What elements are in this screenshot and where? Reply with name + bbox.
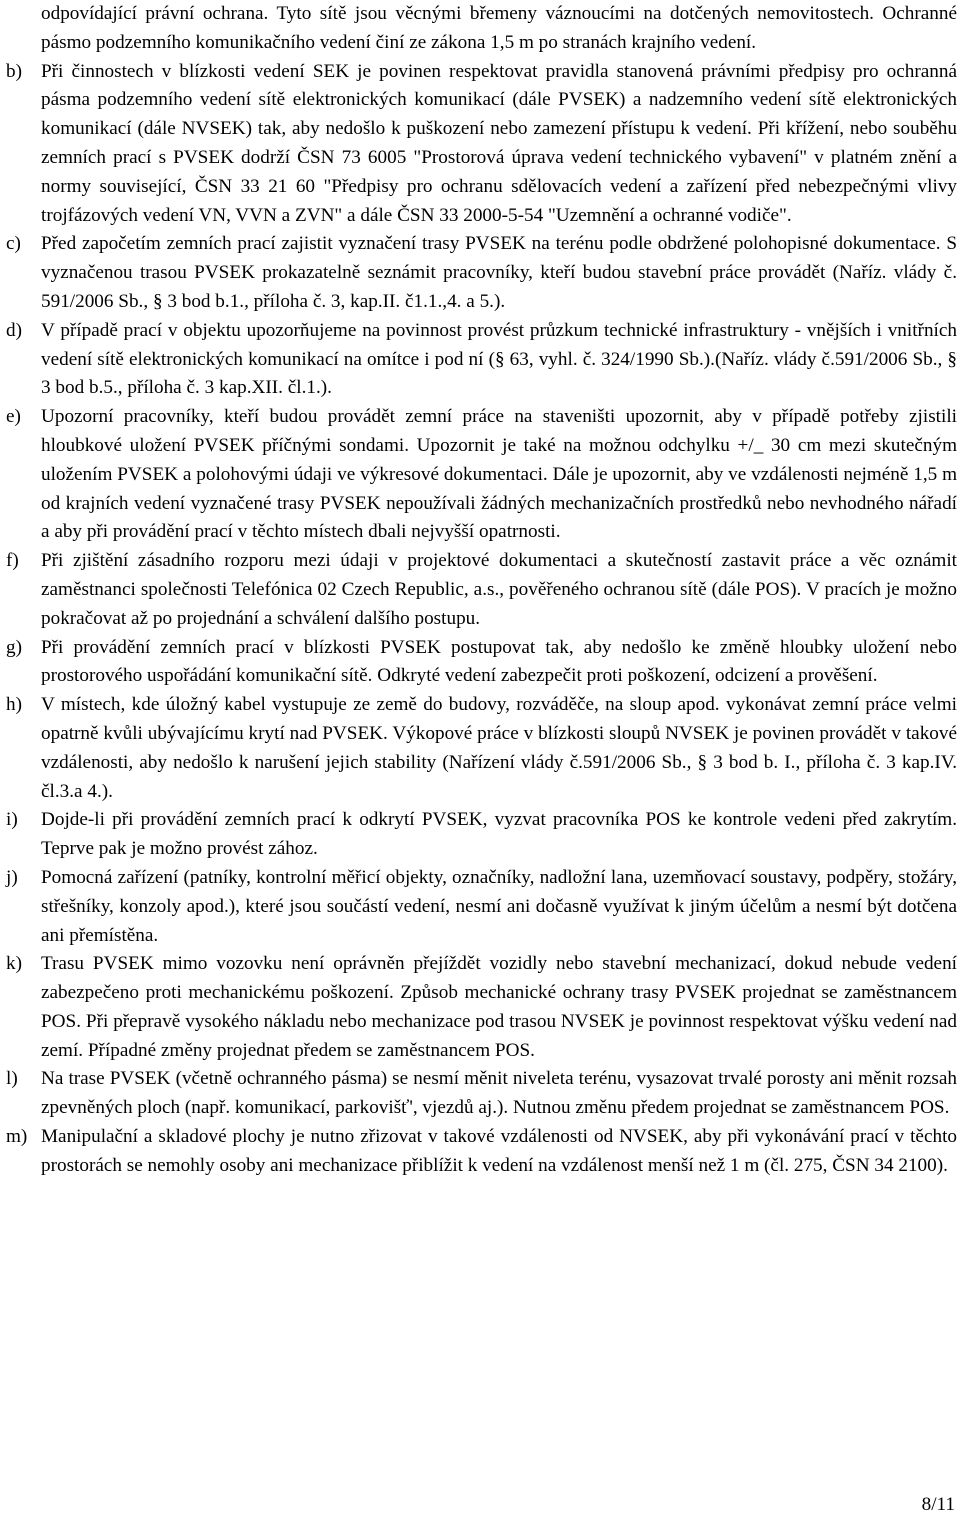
list-item-text: Při činnostech v blízkosti vedení SEK je povinen respektovat pravidla stanovená právními předpisy pro ochranná pásma podzemního vedení sítě elektronických komunikací (dále PVSEK) a nadzemního vedení sítě elektronických komunikací (dále NVSEK) tak, aby nedošlo k puškození nebo zamezení přístupu k vedení. Při křížení, nebo souběhu zemních prací s PVSEK dodrží ČSN 73 6005 "Prostorová úprava vedení technického vybavení" v platném znění a normy související, ČSN 33 21 60 "Předpisy pro ochranu sdělovacích vedení a zařízení před nebezpečnými vlivy trojfázových vedení VN, VVN a ZVN" a dále ČSN 33 2000-5-54 "Uzemnění a ochranné vodiče". [41,60,957,226]
list-item-text: Při zjištění zásadního rozporu mezi údaji v projektové dokumentaci a skutečností zastavit práce a věc oznámit zaměstnanci společnosti Telefónica 02 Czech Republic, a.s., pověřeného ochranou sítě (dále POS). V pracích je možno pokračovat až po projednání a schválení dalšího postupu. [41,550,957,629]
list-item-text: Manipulační a skladové plochy je nutno zřizovat v takové vzdálenosti od NVSEK, aby při vykonávání prací v těchto prostorách se nemohly osoby ani mechanizace přiblížit k vedení na vzdálenost menší než 1 m (čl. 275, ČSN 34 2100). [41,1126,957,1176]
document-body [6,0,957,1181]
list-marker: e) [6,406,21,428]
intro-paragraph: odpovídající právní ochrana. Tyto sítě jsou věcnými břemeny váznoucími na dotčených nemovitostech. Ochranné pásmo podzemního komunikačního vedení činí ze zákona 1,5 m po stranách krajního vedení. [41,3,957,53]
list-item-k [6,950,957,1065]
list-marker: g) [6,636,22,658]
list-item-j [6,864,957,950]
list-item-text: Upozorní pracovníky, kteří budou provádět zemní práce na staveništi upozornit, aby v případě potřeby zjistili hloubkové uložení PVSEK příčnými sondami. Upozornit je také na možnou odchylku +/_ 30 cm mezi skutečným uložením PVSEK a polohovými údaji ve výkresové dokumentaci. Dále je upozornit, aby ve vzdálenosti nejméně 1,5 m od krajních vedení vyznačené trasy PVSEK nepoužívali žádných mechanizačních prostředků nebo nevhodného nářadí a aby při provádění prací v těchto místech dbali nejvyšší opatrnosti. [41,406,957,543]
list-item-text: Při provádění zemních prací v blízkosti PVSEK postupovat tak, aby nedošlo ke změně hloubky uložení nebo prostorového uspořádání komunikační sítě. Odkryté vedení zabezpečit proti poškození, odcizení a prověšení. [41,636,957,687]
list-item-text: V případě prací v objektu upozorňujeme na povinnost provést průzkum technické infrastruktury - vnějších i vnitřních vedení sítě elektronických komunikací na omítce i pod ní (§ 63, vyhl. č. 324/1990 Sb.).(Naříz. vlády č.591/2006 Sb., § 3 bod b.5., příloha č. 3 kap.XII. čl.1.). [41,319,957,399]
list-item-text: Pomocná zařízení (patníky, kontrolní měřicí objekty, označníky, nadložní lana, uzemňovací soustavy, podpěry, stožáry, střešníky, konzoly apod.), které jsou součástí vedení, nesmí ani dočasně využívat k jiným účelům a nesmí být dotčena ani přemístěna. [41,866,957,946]
list-marker: h) [6,694,22,716]
list-marker: k) [6,953,22,975]
page-number: 8/11 [921,1494,955,1515]
list-item-text: V místech, kde úložný kabel vystupuje ze země do budovy, rozváděče, na sloup apod. vykonávat zemní práce velmi opatrně kvůli ubývajícímu krytí nad PVSEK. Výkopové práce v blízkosti sloupů NVSEK je povinen provádět v takové vzdálenosti, aby nedošlo k narušení jejich stability (Nařízení vlády č.591/2006 Sb., § 3 bod b. I., příloha č. 3 kap.IV. čl.3.a 4.). [41,694,957,802]
list-marker: j) [6,866,18,888]
list-item-b [6,58,957,231]
list-marker: c) [6,233,21,255]
list-marker: f) [6,550,19,572]
list-item-text: Dojde-li při provádění zemních prací k odkrytí PVSEK, vyzvat pracovníka POS ke kontrole vedeni před zakrytím. Teprve pak je možno provést zához. [41,809,957,860]
list-item-i [6,806,957,864]
list-item-e [6,403,957,547]
list-item-g [6,634,957,692]
list-item-d [6,317,957,403]
list-marker: d) [6,319,22,341]
list-item-l [6,1065,957,1123]
list-item-text: Trasu PVSEK mimo vozovku není oprávněn přejíždět vozidly nebo stavební mechanizací, dokud nebude vedení zabezpečeno proti mechanickému poškození. Způsob mechanické ochrany trasy PVSEK projednat se zaměstnancem POS. Při přepravě vysokého nákladu nebo mechanizace pod trasou NVSEK je povinnost respektovat výšku vedení nad zemí. Případné změny projednat předem se zaměstnancem POS. [41,953,957,1061]
list-item-f [6,547,957,633]
list-marker: l) [6,1068,18,1090]
list-marker: m) [6,1126,28,1148]
list-item-text: Před započetím zemních prací zajistit vyznačení trasy PVSEK na terénu podle obdržené polohopisné dokumentace. S vyznačenou trasou PVSEK prokazatelně seznámit pracovníky, kteří budou stavební práce provádět (Naříz. vlády č. 591/2006 Sb., § 3 bod b.1., příloha č. 3, kap.II. č1.1.,4. a 5.). [41,233,957,312]
list-marker: i) [6,809,18,831]
list-item-text: Na trase PVSEK (včetně ochranného pásma) se nesmí měnit niveleta terénu, vysazovat trvalé porosty ani měnit rozsah zpevněných ploch (např. komunikací, parkovišť', vjezdů aj.). Nutnou změnu předem projednat se zaměstnancem POS. [41,1068,957,1119]
list-item-m [6,1123,957,1181]
list-item-c [6,230,957,316]
list-marker: b) [6,60,22,82]
list-item-h [6,691,957,806]
